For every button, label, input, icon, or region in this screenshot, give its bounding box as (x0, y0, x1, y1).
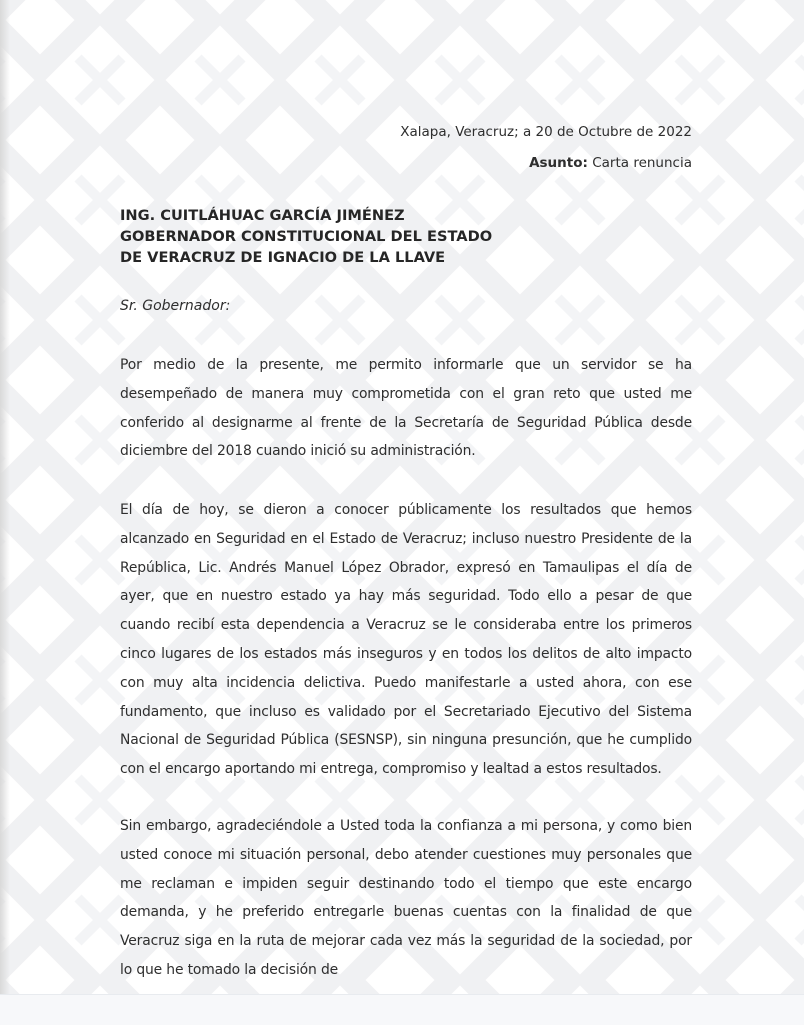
subject-line (529, 155, 692, 171)
paragraph-3: Sin embargo, agradeciéndole a Usted toda la confianza a mi persona, y como bien usted conoce mi situación personal, debo atender cuestiones muy personales que me reclaman e impiden seguir destinando todo el tiempo que este encargo demanda, y he preferido entregarle buenas cuentas con la finalidad de que Veracruz siga en la ruta de mejorar cada vez más la seguridad de la sociedad, por lo que he tomado la decisión de (120, 818, 692, 978)
place-and-date: Xalapa, Veracruz; a 20 de Octubre de 2022 (400, 124, 692, 140)
recipient-title-line-2: DE VERACRUZ DE IGNACIO DE LA LLAVE (120, 249, 446, 266)
recipient-name: ING. CUITLÁHUAC GARCÍA JIMÉNEZ (120, 207, 405, 224)
salutation: Sr. Gobernador: (120, 298, 231, 314)
recipient-title-line-1: GOBERNADOR CONSTITUCIONAL DEL ESTADO (120, 228, 493, 245)
recipient-block (120, 205, 492, 268)
page-left-edge-shadow (0, 0, 10, 1024)
page-bottom-edge (0, 994, 804, 1025)
paragraph-1: Por medio de la presente, me permito informarle que un servidor se ha desempeñado de manera muy comprometida con el gran reto que usted me conferido al designarme al frente de la Secretaría de Seguridad Pública desde diciembre del 2018 cuando inició su administración. (120, 357, 692, 460)
subject-text: Carta renuncia (587, 155, 692, 171)
subject-label: Asunto: (529, 155, 588, 171)
paragraph-2: El día de hoy, se dieron a conocer públicamente los resultados que hemos alcanzado en Seguridad en el Estado de Veracruz; incluso nuestro Presidente de la República, Lic. Andrés Manuel López Obrador, expresó en Tamaulipas el día de ayer, que en nuestro estado ya hay más seguridad. Todo ello a pesar de que cuando recibí esta dependencia a Veracruz se le consideraba entre los primeros cinco lugares de los estados más inseguros y en todos los delitos de alto impacto con muy alta incidencia delictiva. Puedo manifestarle a usted ahora, con ese fundamento, que incluso es validado por el Secretariado Ejecutivo del Sistema Nacional de Seguridad Pública (SESNSP), sin ninguna presunción, que he cumplido con el encargo aportando mi entrega, compromiso y lealtad a estos resultados. (120, 502, 692, 778)
